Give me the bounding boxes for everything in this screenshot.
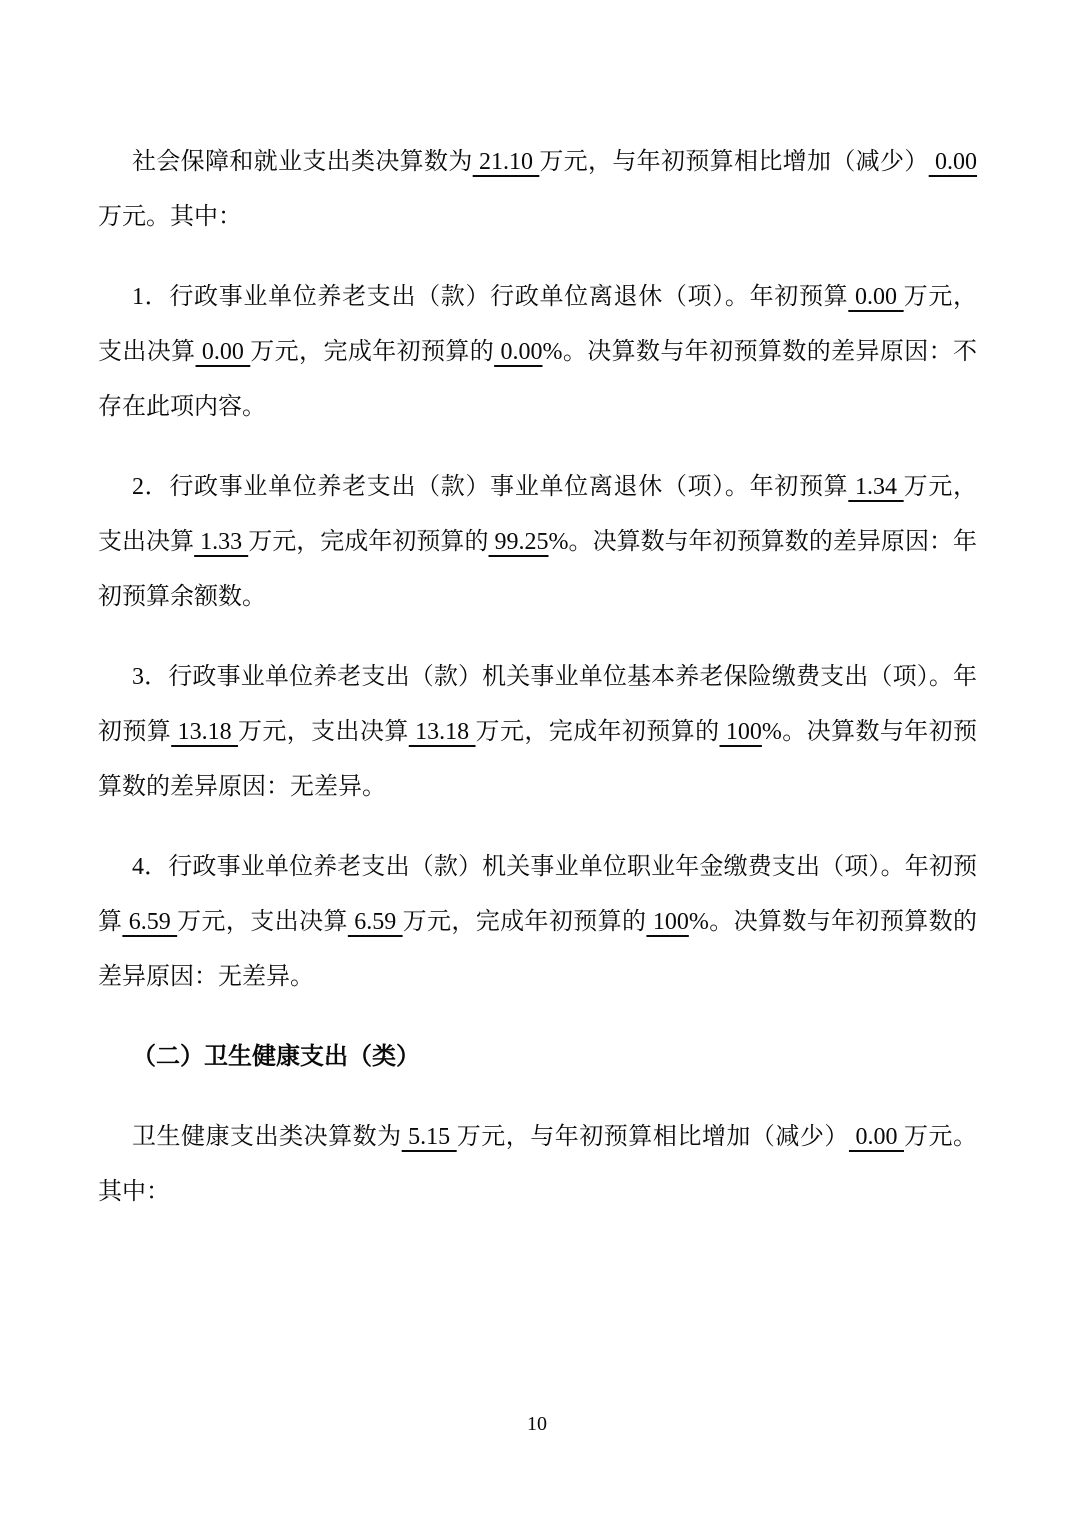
text-run: 万元，支出决算 bbox=[237, 719, 409, 745]
underlined-value: 100 bbox=[719, 719, 762, 745]
document-body bbox=[98, 135, 977, 1245]
underlined-value: 0.00 bbox=[848, 1124, 904, 1150]
underlined-value: 99.25 bbox=[488, 529, 549, 555]
underlined-value: 21.10 bbox=[472, 149, 540, 175]
text-run: 2．行政事业单位养老支出（款）事业单位离退休（项）。年初预算 bbox=[132, 474, 849, 500]
text-run: %。决算数与年初预算数的差异原因：年初预算余额数。 bbox=[98, 529, 978, 610]
text-run: 万元，与年初预算相比增加（减少） bbox=[456, 1124, 849, 1150]
text-run: 卫生健康支出类决算数为 bbox=[132, 1124, 402, 1150]
underlined-value: 13.18 bbox=[408, 719, 476, 745]
text-run: 万元。其中： bbox=[98, 204, 242, 230]
para-item-3-basic-pension-contribution bbox=[98, 650, 977, 815]
text-run: 万元，支出决算 bbox=[98, 284, 978, 365]
text-run: 万元。其中： bbox=[98, 1124, 978, 1205]
text-run: 1．行政事业单位养老支出（款）行政单位离退休（项）。年初预算 bbox=[132, 284, 849, 310]
para-health-summary bbox=[98, 1110, 977, 1220]
text-run: %。决算数与年初预算数的差异原因：无差异。 bbox=[98, 719, 978, 800]
text-run: 万元，支出决算 bbox=[177, 909, 348, 935]
text-run: %。决算数与年初预算数的差异原因：不存在此项内容。 bbox=[98, 339, 978, 420]
para-social-security-summary bbox=[98, 135, 977, 245]
underlined-value: 1.33 bbox=[194, 529, 249, 555]
underlined-value: 5.15 bbox=[401, 1124, 457, 1150]
text-run: 3．行政事业单位养老支出（款）机关事业单位基本养老保险缴费支出（项）。年初预算 bbox=[98, 664, 977, 745]
heading-health-expenditure bbox=[98, 1030, 977, 1085]
text-run: 万元，完成年初预算的 bbox=[248, 529, 489, 555]
underlined-value: 0.00 bbox=[494, 339, 543, 365]
underlined-value: 13.18 bbox=[171, 719, 238, 745]
text-run: 万元，支出决算 bbox=[98, 474, 978, 555]
underlined-value: 6.59 bbox=[122, 909, 178, 935]
underlined-value: 1.34 bbox=[848, 474, 904, 500]
underlined-value: 0.00 bbox=[848, 284, 904, 310]
text-run: 万元，完成年初预算的 bbox=[250, 339, 495, 365]
para-item-2-institution-retirement bbox=[98, 460, 977, 625]
underlined-value: 0.00 bbox=[195, 339, 251, 365]
para-item-4-occupational-annuity-contribution bbox=[98, 840, 977, 1005]
page-number: 10 bbox=[527, 1413, 547, 1435]
para-item-1-administrative-retirement bbox=[98, 270, 977, 435]
text-run: 万元，完成年初预算的 bbox=[402, 909, 647, 935]
underlined-value: 100 bbox=[646, 909, 689, 935]
text-run: 社会保障和就业支出类决算数为 bbox=[132, 149, 473, 175]
underlined-value: 0.00 bbox=[928, 149, 978, 175]
text-run: 4．行政事业单位养老支出（款）机关事业单位职业年金缴费支出（项）。年初预算 bbox=[98, 854, 977, 935]
text-run: 万元，与年初预算相比增加（减少） bbox=[539, 149, 929, 175]
underlined-value: 6.59 bbox=[347, 909, 403, 935]
text-run: 万元，完成年初预算的 bbox=[475, 719, 720, 745]
text-run: （二）卫生健康支出（类） bbox=[132, 1044, 420, 1070]
text-run: %。决算数与年初预算数的差异原因：无差异。 bbox=[98, 909, 978, 990]
